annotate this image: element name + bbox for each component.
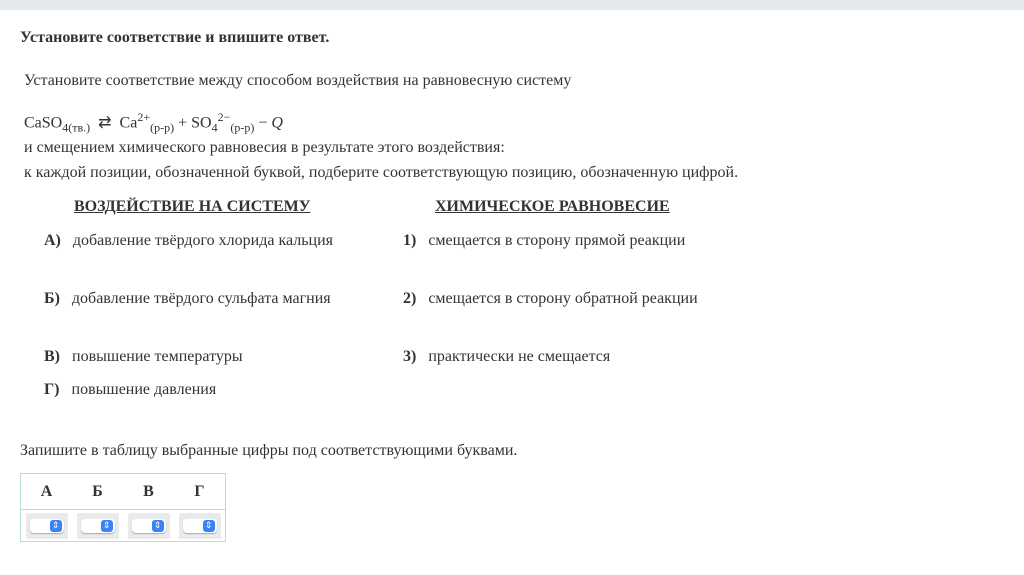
chevron-up-down-icon: ⇕ (101, 520, 113, 532)
left-item: А) добавление твёрдого хлорида кальция (44, 232, 333, 249)
right-item: 1) смещается в сторону прямой реакции (403, 232, 686, 249)
instruction-text: Запишите в таблицу выбранные цифры под соответствующими буквами. (20, 442, 518, 459)
column-header-g: Г (174, 474, 226, 510)
condition-line-3: к каждой позиции, обозначенной буквой, подберите соответствующую позицию, обозначенную цифрой. (24, 164, 739, 181)
column-header-a: А (21, 474, 73, 510)
equation: CaSO$_{4(тв.)}$ ⇄ $Ca^{2+}_{(р-р)} + SO_4^{2-}_{(р-р)} - Q$ (24, 110, 283, 135)
chevron-up-down-icon: ⇕ (203, 520, 215, 532)
left-column-header: ВОЗДЕЙСТВИЕ НА СИСТЕМУ (74, 198, 311, 215)
chevron-up-down-icon: ⇕ (152, 520, 164, 532)
answer-select-g[interactable] (183, 519, 217, 533)
left-item: Б) добавление твёрдого сульфата магния (44, 290, 331, 307)
answer-select-b[interactable] (81, 519, 115, 533)
right-item: 3) практически не смещается (403, 348, 611, 365)
right-item: 2) смещается в сторону обратной реакции (403, 290, 698, 307)
left-item: Г) повышение давления (44, 381, 217, 398)
chevron-up-down-icon: ⇕ (50, 520, 62, 532)
answer-table (20, 473, 226, 542)
left-item: В) повышение температуры (44, 348, 243, 365)
top-bar (0, 0, 1024, 10)
condition-line-2: и смещением химического равновесия в результате этого воздействия: (24, 139, 505, 156)
column-header-b: Б (72, 474, 123, 510)
answer-select-v[interactable] (132, 519, 166, 533)
task-title: Установите соответствие и впишите ответ. (20, 29, 330, 46)
intro-text: Установите соответствие между способом воздействия на равновесную систему (24, 72, 572, 89)
answer-select-a[interactable] (30, 519, 64, 533)
column-header-v: В (123, 474, 174, 510)
right-column-header: ХИМИЧЕСКОЕ РАВНОВЕСИЕ (435, 198, 670, 215)
